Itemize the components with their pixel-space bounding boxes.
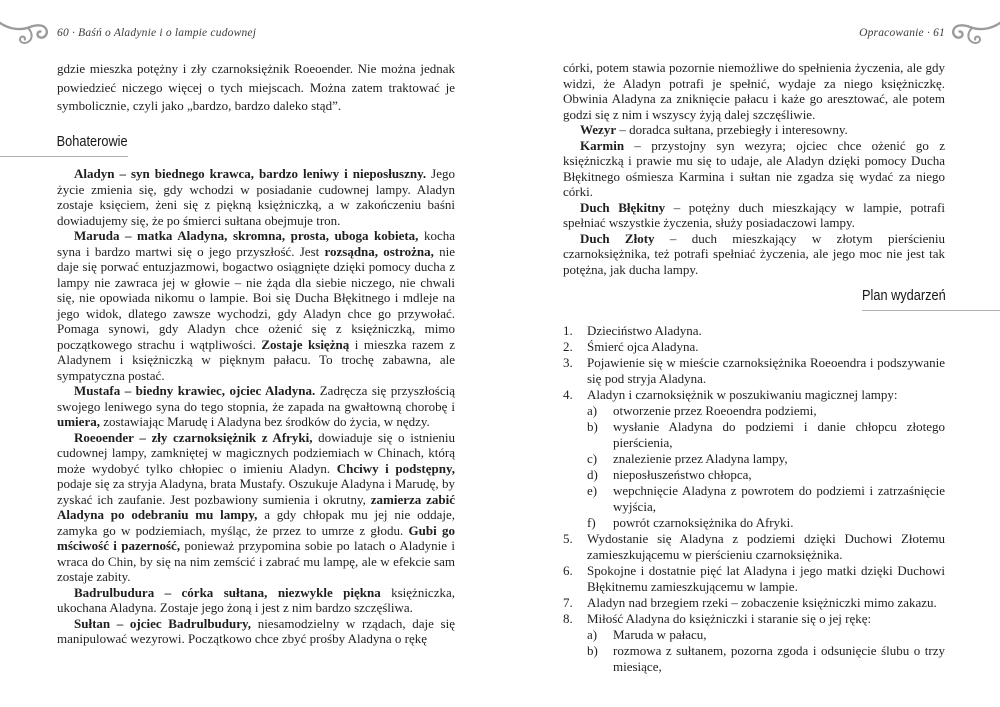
character-name-bold: Karmin [580, 137, 625, 153]
left-page-character-paragraphs [57, 166, 455, 647]
paragraph-text: – duch mieszkający w złotym pierścieniu czarnoksiężnika, też potrafi spełniać życzenia, ale jego moc nie jest tak potężna, jak ducha lampy. [563, 230, 946, 277]
flourish-swirl-icon [0, 14, 50, 51]
character-paragraph [563, 138, 945, 200]
paragraph-text: – doradca sułtana, przebiegły i interesowny. [616, 122, 848, 137]
paragraph-text: niesamodzielny w rządach, daje się manipulować wezyrowi. Początkowo chce zbyć prośby Aladyna o rękę [57, 615, 455, 646]
plan-item-number: 7. [563, 595, 573, 610]
character-paragraph [57, 383, 455, 430]
plan-subitem-text: otworzenie przez Roeoendra podziemi, [613, 403, 817, 418]
plan-item-text: Aladyn nad brzegiem rzeki – zobaczenie księżniczki mimo zakazu. [587, 595, 937, 610]
character-name-bold: Duch Złoty [580, 230, 655, 246]
plan-subitem [563, 419, 945, 451]
right-page-top-paragraphs [563, 60, 945, 277]
section-heading-plan-wydarzen [862, 288, 1000, 311]
plan-subitem-text: nieposłuszeństwo chłopca, [613, 467, 752, 482]
character-paragraph [563, 231, 945, 278]
character-paragraph [563, 200, 945, 231]
plan-subitem-text: Maruda w pałacu, [613, 627, 707, 642]
plan-item [563, 531, 945, 563]
plan-subitem [563, 483, 945, 515]
running-head-right: Opracowanie · 61 [859, 27, 945, 39]
plan-wydarzen-list [563, 323, 945, 675]
plan-subitem-text: wysłanie Aladyna do podziemi i danie chłopcu złotego pierścienia, [613, 419, 945, 450]
character-paragraph [57, 228, 455, 383]
plan-item-text: Spokojne i dostatnie pięć lat Aladyna i jego matki dzięki Duchowi Błękitnemu zamieszkującemu w lampie. [587, 563, 945, 594]
character-name-bold: Mustafa – biedny krawiec, ojciec Aladyna. [74, 383, 316, 398]
plan-item [563, 355, 945, 387]
plan-item-number: 3. [563, 355, 573, 370]
character-name-bold: Roeoender – zły czarnoksiężnik z Afryki, [74, 429, 313, 445]
plan-subitem-letter: e) [587, 483, 598, 498]
character-name-bold: Aladyn – syn biednego krawca, bardzo leniwy i nieposłuszny. [74, 166, 427, 181]
plan-subitem-letter: a) [587, 627, 598, 642]
character-name-bold: Wezyr [580, 122, 617, 137]
paragraph-text: i mieszka razem z Aladynem i księżniczką w pięknym pałacu. To trochę zabawna, ale sympatyczna postać. [57, 336, 455, 383]
plan-item-text: Dzieciństwo Aladyna. [587, 323, 702, 338]
character-paragraph [57, 166, 455, 228]
plan-item-number: 6. [563, 563, 573, 578]
paragraph-text: kocha syna i bardzo martwi się o jego przyszłość. Jest [57, 228, 455, 259]
plan-item-number: 5. [563, 531, 573, 546]
paragraph-text: – przystojny syn wezyra; ojciec chce ożenić go z księżniczką i prawie mu się to udaje, ale Aladyn dzięki pomocy Ducha Błękitnego ośmiesza Karmina i sułtan nie zgadza się wydać za niego córki. [563, 137, 945, 199]
character-name-bold: Maruda – matka Aladyna, skromna, prosta, uboga kobieta, [74, 228, 419, 243]
character-name-bold: Chciwy i podstępny, [336, 460, 455, 476]
section-heading-label: Bohaterowie [57, 134, 128, 150]
plan-subitem-letter: c) [587, 451, 598, 466]
plan-subitem [563, 515, 945, 531]
plan-item [563, 563, 945, 595]
character-name-bold: Duch Błękitny [580, 199, 666, 215]
paragraph-text: Jego życie zmienia się, gdy wchodzi w posiadanie cudownej lampy. Aladyn zostaje księciem, żeni się z piękną księżniczką, a w zakończeniu baśni dowiadujemy się, że po śmierci sułtana obejmuje tron. [57, 166, 455, 228]
plan-subitem-text: rozmowa z sułtanem, pozorna zgoda i odsunięcie ślubu o trzy miesiące, [613, 643, 945, 674]
plan-item-number: 8. [563, 611, 573, 626]
plan-subitem [563, 627, 945, 643]
flourish-swirl-icon [950, 14, 1000, 51]
paragraph-text: podaje się za stryja Aladyna, brata Mustafy. Oszukuje Aladyna i Marudę, by zyskać ich zaufanie. Jest pozbawiony sumienia i okrutny, [57, 476, 455, 507]
character-name-bold: umiera, [57, 414, 100, 429]
left-page-intro-paragraph [57, 60, 455, 116]
character-name-bold: Gubi go mściwość i pazerność, [57, 522, 456, 553]
paragraph-text: nie daje się porwać entuzjazmowi, bogactwo osiągnięte dzięki pomocy ducha z lampy nie zawraca jej w głowie – nie żąda dla siebie niczego, nie chwali się, nie opowiada nikomu o lampie. Boi się Ducha Błękitnego i mdleje na jego widok, dlatego zawsze wychodzi, gdy Aladyn chce go przywołać. Pomaga synowi, gdy Aladyn chce ożenić się z księżniczką, mimo początkowego strachu i wątpliwości. [57, 243, 456, 352]
plan-subitem [563, 467, 945, 483]
plan-item-number: 4. [563, 387, 573, 402]
paragraph-text: dowiaduje się o istnieniu cudownej lampy, zamkniętej w magicznych podziemiach w Chinach, którą może wydobyć tylko chłopiec o imieniu Aladyn. [57, 429, 455, 476]
plan-item-text: Pojawienie się w mieście czarnoksiężnika Roeoendra i podszywanie się pod stryja Aladyna. [587, 355, 945, 386]
character-name-bold: zamierza zabić Aladyna po odebraniu mu lampy, [57, 491, 455, 522]
plan-item-text: Aladyn i czarnoksiężnik w poszukiwaniu magicznej lampy: [587, 387, 898, 402]
plan-subitem-letter: a) [587, 403, 598, 418]
paragraph-text: ponieważ przypomina sobie po latach o Aladynie i wraca do Chin, by się na nim zemścić i zabrać mu lampę, ale w efekcie sam zostaje zabity. [57, 538, 455, 584]
section-heading-bohaterowie [0, 134, 128, 157]
plan-item [563, 323, 945, 339]
plan-item [563, 595, 945, 611]
paragraph-text: gdzie mieszka potężny i zły czarnoksiężnik Roeoender. Nie można jednak powiedzieć niczego więcej o tych miejscach. Można zatem traktować je symbolicznie, czyli jako „bardzo, bardzo daleko stąd”. [57, 61, 455, 113]
character-paragraph [57, 430, 455, 585]
plan-subitem-text: powrót czarnoksiężnika do Afryki. [613, 515, 794, 530]
plan-subitem-letter: f) [587, 515, 596, 530]
plan-item-text: Śmierć ojca Aladyna. [587, 339, 699, 354]
plan-subitem-text: znalezienie przez Aladyna lampy, [613, 451, 788, 466]
running-head-left: 60 · Baśń o Aladynie i o lampie cudownej [57, 27, 257, 39]
character-name-bold: Sułtan – ojciec Badrulbudury, [74, 615, 252, 631]
plan-subitem-text: wepchnięcie Aladyna z powrotem do podziemi i zatrzaśnięcie wyjścia, [613, 483, 945, 514]
character-paragraph [57, 585, 455, 616]
paragraph-text: Zadręcza się przyszłością swojego leniwego syna do tego stopnia, że zapada na gwałtowną chorobę i [57, 383, 456, 414]
paragraph-text: a gdy chłopak mu jej nie oddaje, zamyka go w podziemiach, myśląc, że przez to umrze z głodu. [57, 507, 455, 538]
plan-subitem [563, 451, 945, 467]
plan-subitem [563, 643, 945, 675]
plan-item-text: Wydostanie się Aladyna z podziemi dzięki Duchowi Złotemu zamieszkującemu w pierścieniu czarnoksiężnika. [587, 531, 945, 562]
plan-subitem [563, 403, 945, 419]
character-name-bold: Badrulbudura – córka sułtana, niezwykle piękna [74, 584, 381, 600]
character-name-bold: Zostaje księżną [261, 336, 350, 352]
paragraph-text: księżniczka, ukochana Aladyna. Zostaje jego żoną i jest z nim bardzo szczęśliwa. [57, 584, 455, 615]
character-paragraph [563, 122, 945, 138]
plan-item [563, 387, 945, 403]
plan-item [563, 339, 945, 355]
character-name-bold: rozsądna, ostrożna, [324, 243, 434, 259]
paragraph-text: zostawiając Marudę i Aladyna bez środków do życia, w nędzy. [99, 414, 430, 429]
character-paragraph [57, 616, 455, 647]
continuation-paragraph: córki, potem stawia pozornie niemożliwe do spełnienia życzenia, ale gdy widzi, że Aladyn potrafi je spełnić, wydaje za niego księżniczkę. Obwinia Aladyna za zniknięcie pałacu i każe go aresztować, ale potem godzi się z nim i wszyscy żyją dalej szczęśliwie. [563, 60, 945, 122]
plan-item-number: 1. [563, 323, 573, 338]
plan-subitem-letter: d) [587, 467, 598, 482]
plan-item-number: 2. [563, 339, 573, 354]
plan-item-text: Miłość Aladyna do księżniczki i staranie się o jej rękę: [587, 611, 872, 626]
section-heading-label: Plan wydarzeń [862, 288, 946, 304]
plan-item [563, 611, 945, 627]
paragraph-text: – potężny duch mieszkający w lampie, potrafi spełniać wszystkie życzenia, służy posiadaczowi lampy. [563, 199, 945, 230]
plan-subitem-letter: b) [587, 419, 598, 434]
plan-subitem-letter: b) [587, 643, 598, 658]
